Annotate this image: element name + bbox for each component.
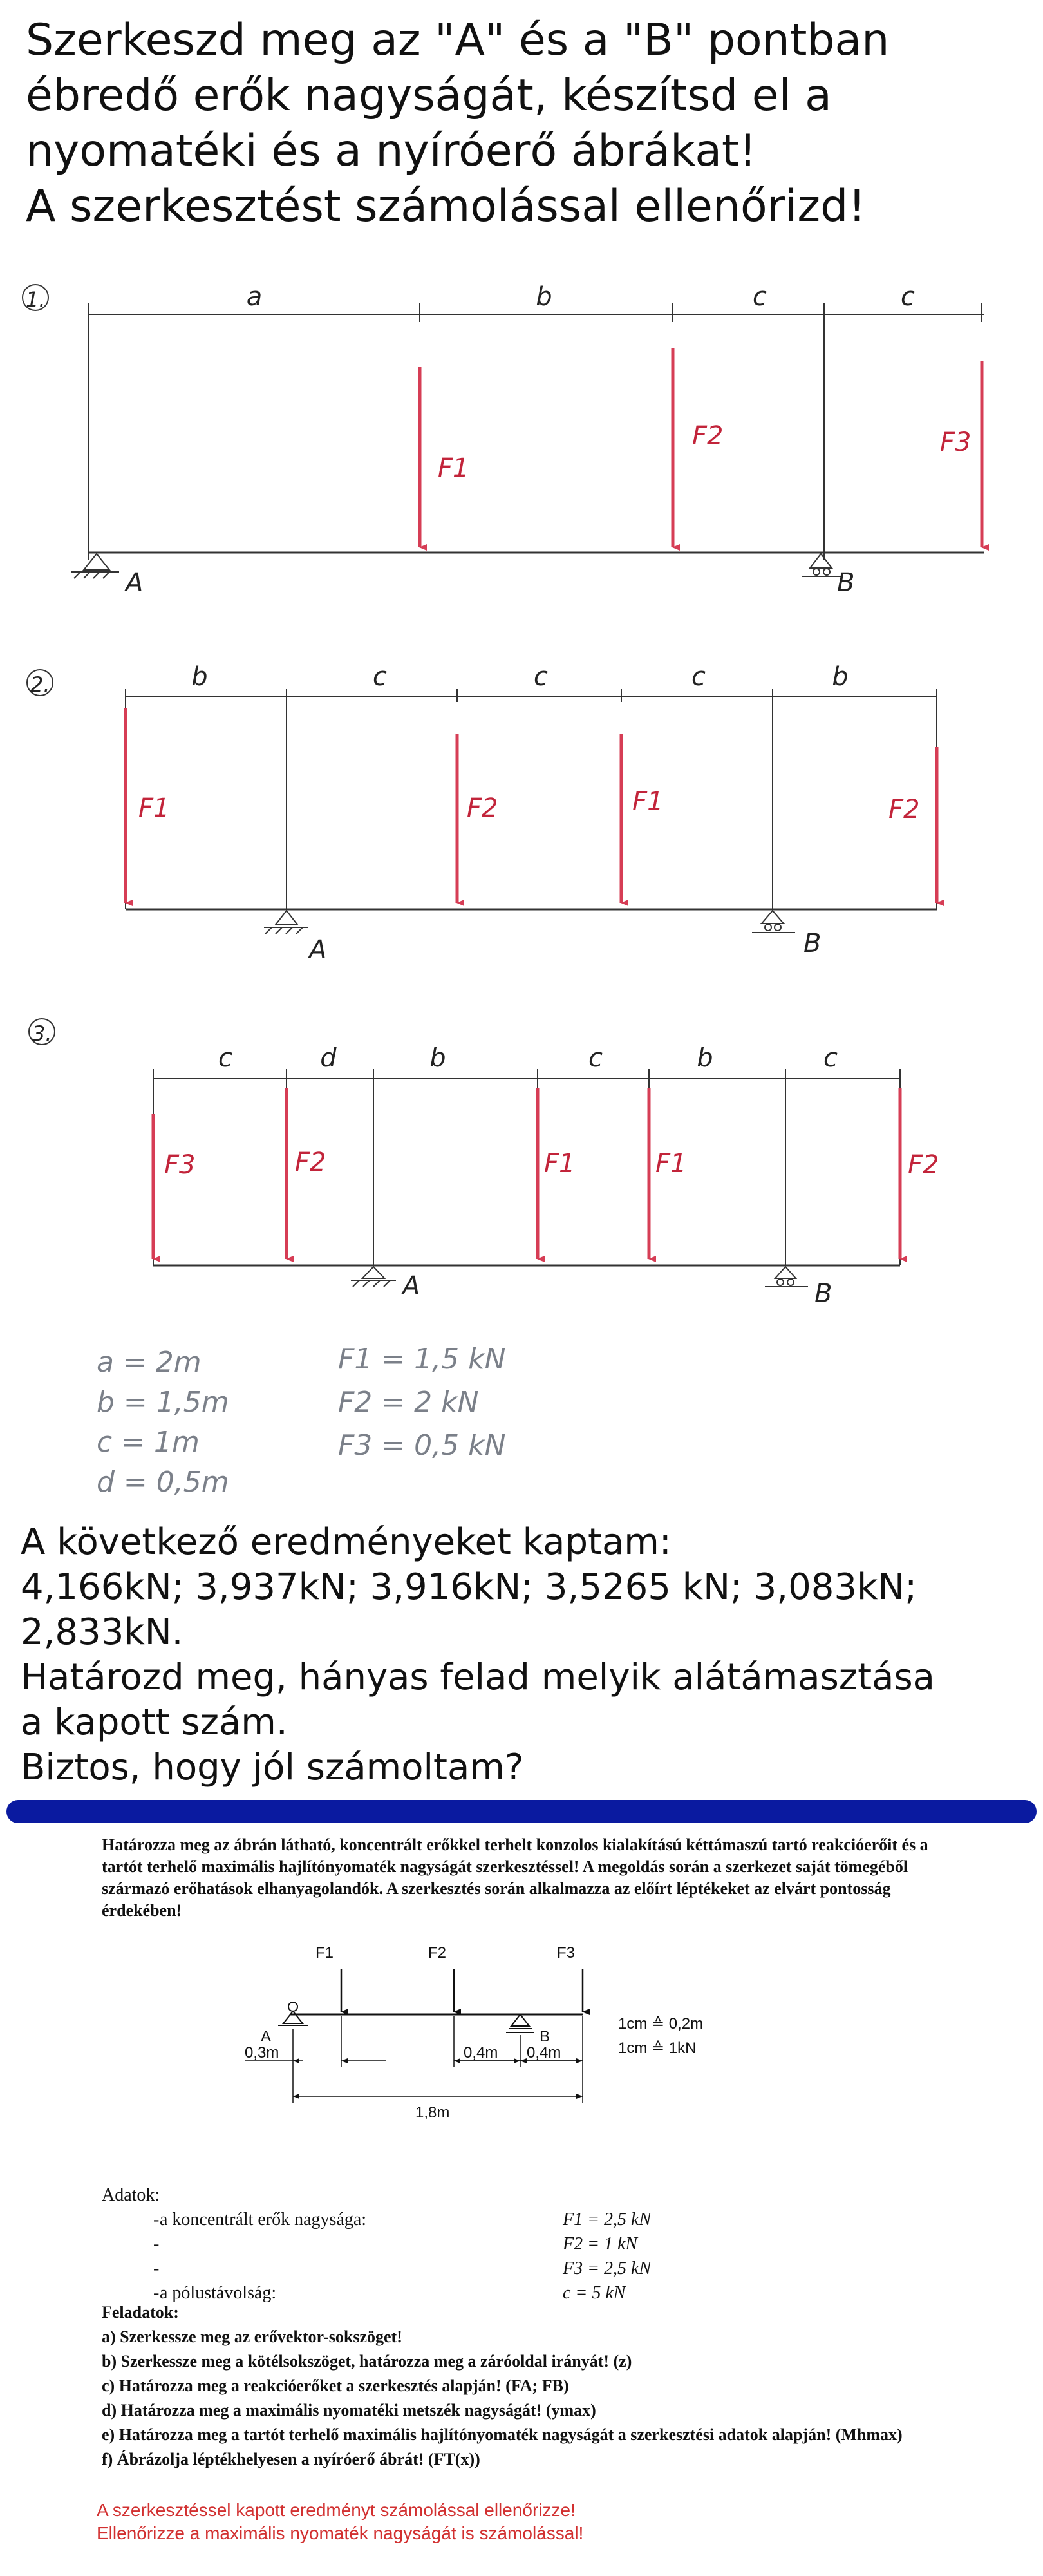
task-scale: 1cm ≙ 1kN: [618, 2040, 697, 2057]
dim-label: c: [588, 1043, 603, 1073]
force-label: F2: [467, 793, 498, 823]
header-line: nyomatéki és a nyíróerő ábrákat!: [26, 126, 756, 176]
data-value: F2 = 1 kN: [563, 2234, 638, 2254]
task-dim-label: 0,3m: [245, 2044, 279, 2061]
dim-label: c: [534, 662, 548, 692]
tasks-title: Feladatok:: [102, 2303, 179, 2322]
given-length: c = 1m: [97, 1426, 200, 1459]
question-line: 4,166kN; 3,937kN; 3,916kN; 3,5265 kN; 3,083kN;: [21, 1566, 917, 1608]
diagram-number: 3.: [32, 1021, 52, 1046]
task-item: a) Szerkessze meg az erővektor-sokszöget!: [102, 2327, 402, 2346]
force-label: F1: [544, 1149, 576, 1179]
task-item: f) Ábrázolja léptékhelyesen a nyíróerő ábrát! (FT(x)): [102, 2450, 480, 2468]
data-label: a pólustávolság:: [160, 2283, 277, 2303]
support-a: [71, 554, 143, 598]
task-intro: Határozza meg az ábrán látható, koncentrált erőkkel terhelt konzolos kialakítású kéttámaszú tartó reakcióerőit és a tartót terhelő maximális hajlítónyomaték nagyságát szerkesztéssel! A megoldás során a szerkezet saját tömegéből származó erőhatások elhanyagolandók. A szerkesztés során alkalmazza az előírt léptékeket az elvárt pontosság érdekében!: [102, 1835, 928, 1920]
task-force-label: F2: [428, 1944, 447, 1962]
check-note: Ellenőrizze a maximális nyomaték nagyságát is számolással!: [97, 2523, 584, 2543]
force-label: F2: [888, 795, 920, 824]
given-length: b = 1,5m: [97, 1386, 229, 1419]
task-dim-label: 1,8m: [415, 2104, 450, 2121]
data-label: a koncentrált erők nagysága:: [160, 2210, 367, 2230]
data-title: Adatok:: [102, 2185, 160, 2205]
question-line: Határozd meg, hányas felad melyik alátámasztása: [21, 1656, 935, 1698]
task-support-b: [506, 2014, 550, 2045]
dim-label: c: [901, 282, 915, 312]
data-row: - a pólustávolság: c = 5 kN: [102, 2281, 939, 2306]
force-label: F3: [940, 428, 972, 457]
support-label: A: [309, 935, 327, 965]
support-b: [765, 1267, 832, 1309]
question-line: 2,833kN.: [21, 1611, 183, 1653]
dim-label: c: [218, 1043, 232, 1073]
header-line: ébredő erők nagyságát, készítsd el a: [26, 70, 832, 121]
support-label: A: [126, 568, 144, 598]
dim-label: b: [697, 1043, 713, 1073]
diagram-3: [29, 1019, 939, 1309]
force-label: F1: [438, 453, 469, 483]
support-label: B: [814, 1279, 832, 1309]
question-line: a kapott szám.: [21, 1701, 288, 1743]
given-length: d = 0,5m: [97, 1466, 229, 1499]
task-support-a: [261, 2002, 308, 2045]
data-row: - F3 = 2,5 kN: [102, 2257, 939, 2281]
data-value: c = 5 kN: [563, 2283, 626, 2303]
data-value: F3 = 2,5 kN: [563, 2259, 652, 2278]
check-notes: [97, 2499, 998, 2545]
task-scale: 1cm ≙ 0,2m: [618, 2015, 704, 2032]
support-label: A: [402, 1271, 420, 1301]
header-line: Szerkeszd meg az "A" és a "B" pontban: [26, 15, 890, 66]
support-a: [264, 911, 326, 965]
dim-label: b: [191, 662, 208, 692]
task-list: [102, 2300, 964, 2472]
dim-label: b: [429, 1043, 446, 1073]
task-force-label: F1: [315, 1944, 334, 1962]
task-item: b) Szerkessze meg a kötélsokszöget, határozza meg a záróoldal irányát! (z): [102, 2352, 632, 2371]
question-line: Biztos, hogy jól számoltam?: [21, 1747, 524, 1788]
task-support-label: A: [261, 2028, 272, 2045]
diagram-number: 2.: [30, 672, 50, 697]
task-force-label: F3: [557, 1944, 576, 1962]
dim-label: c: [373, 662, 387, 692]
data-value: F1 = 2,5 kN: [563, 2210, 652, 2230]
dim-label: a: [246, 282, 263, 312]
given-values: [97, 1343, 506, 1499]
task-dim-label: 0,4m: [464, 2044, 498, 2061]
check-note: A szerkesztéssel kapott eredményt számolással ellenőrizze!: [97, 2500, 576, 2520]
dim-label: b: [536, 282, 552, 312]
task-item: d) Határozza meg a maximális nyomatéki metszék nagyságát! (ymax): [102, 2401, 596, 2420]
force-label: F1: [632, 787, 664, 817]
force-label: F3: [164, 1150, 196, 1180]
support-label: B: [803, 929, 822, 958]
dim-label: d: [320, 1043, 337, 1073]
divider-bar: [6, 1800, 1037, 1823]
force-label: F2: [692, 421, 724, 451]
data-block: [102, 2183, 939, 2306]
question-text: [21, 1520, 1025, 1790]
task-item: c) Határozza meg a reakcióerőket a szerkesztés alapján! (FA; FB): [102, 2376, 569, 2395]
task-support-label: B: [540, 2028, 550, 2045]
force-label: F2: [908, 1150, 939, 1180]
task-dim-label: 0,4m: [527, 2044, 561, 2061]
diagram-1: [23, 282, 984, 598]
given-force: F1 = 1,5 kN: [338, 1343, 506, 1376]
force-label: F1: [655, 1149, 687, 1179]
diagram-2: [27, 662, 937, 965]
dim-label: c: [823, 1043, 838, 1073]
header-line: A szerkesztést számolással ellenőrizd!: [26, 181, 866, 232]
support-label: B: [837, 568, 855, 598]
support-a: [351, 1267, 420, 1301]
diagram-number: 1.: [26, 287, 46, 312]
force-label: F1: [138, 793, 170, 823]
support-b: [752, 911, 821, 958]
dim-label: b: [832, 662, 849, 692]
data-row: - a koncentrált erők nagysága: F1 = 2,5 kN: [102, 2208, 939, 2232]
given-length: a = 2m: [97, 1346, 202, 1379]
data-row: - F2 = 1 kN: [102, 2232, 939, 2257]
force-label: F2: [295, 1148, 326, 1177]
given-force: F2 = 2 kN: [338, 1386, 479, 1419]
support-b: [802, 554, 854, 598]
task-item: e) Határozza meg a tartót terhelő maximális hajlítónyomaték nagyságát a szerkesztési adatok alapján! (Mhmax): [102, 2425, 903, 2444]
given-force: F3 = 0,5 kN: [338, 1429, 506, 1462]
dim-label: c: [753, 282, 767, 312]
question-line: A következő eredményeket kaptam:: [21, 1521, 672, 1563]
dim-label: c: [691, 662, 706, 692]
